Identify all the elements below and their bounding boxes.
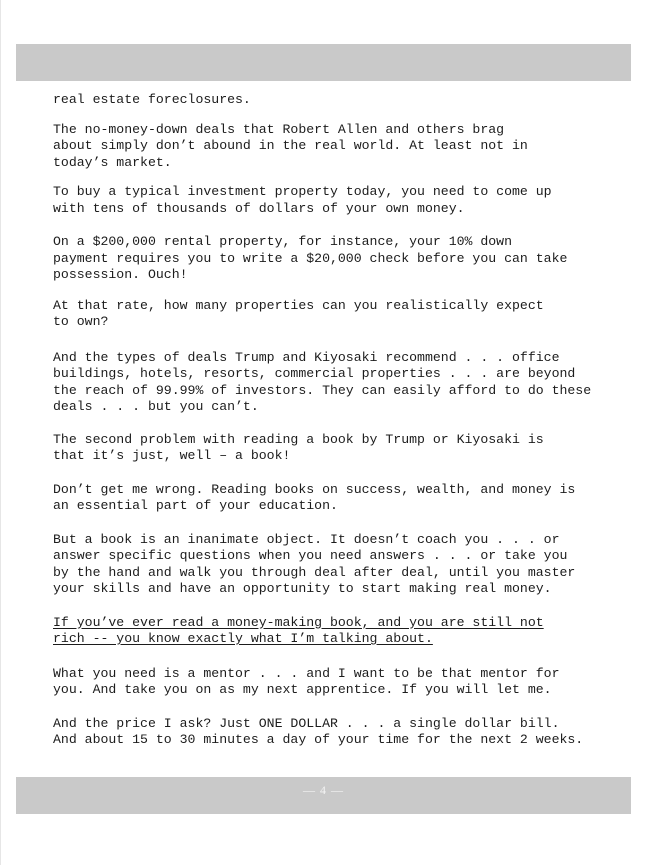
paragraph-typical-investment: To buy a typical investment property today, you need to come up with tens of thousands of dollars of your own money. (53, 184, 552, 216)
paragraph-one-dollar: And the price I ask? Just ONE DOLLAR . . . a single dollar bill. And about 15 to 30 minutes a day of your time for the next 2 weeks. (53, 715, 584, 747)
body-text (53, 92, 613, 749)
paragraph-dont-get-me-wrong: Don’t get me wrong. Reading books on success, wealth, and money is an essential part of your education. (53, 481, 576, 513)
footer-band (16, 777, 631, 814)
paragraph-foreclosures: real estate foreclosures. (53, 92, 251, 107)
paragraph-inanimate-object: But a book is an inanimate object. It doesn’t coach you . . . or answer specific questions when you need answers . . . or take you by the hand and walk you through deal after deal, until you master your skills and have an opportunity to start making real money. (53, 531, 576, 596)
paragraph-mentor: What you need is a mentor . . . and I want to be that mentor for you. And take you on as my next apprentice. If you will let me. (53, 665, 560, 697)
paragraph-types-of-deals: And the types of deals Trump and Kiyosaki recommend . . . office buildings, hotels, resorts, commercial properties . . . are beyond the reach of 99.99% of investors. They can easily afford to do these deals . . . but you can’t. (53, 349, 592, 414)
paragraph-second-problem: The second problem with reading a book by Trump or Kiyosaki is that it’s just, well – a book! (53, 431, 544, 463)
paragraph-rental-property: On a $200,000 rental property, for instance, your 10% down payment requires you to write a $20,000 check before you can take possession. Ouch! (53, 234, 568, 282)
header-band (16, 44, 631, 81)
page-number: — 4 — (303, 783, 344, 797)
paragraph-how-many: At that rate, how many properties can you realistically expect to own? (53, 297, 544, 329)
paragraph-no-money-down: The no-money-down deals that Robert Allen and others brag about simply don’t abound in the real world. At least not in today’s market. (53, 121, 528, 170)
paragraph-still-not-rich: If you’ve ever read a money-making book, and you are still not rich -- you know exactly what I’m talking about. (53, 614, 544, 646)
